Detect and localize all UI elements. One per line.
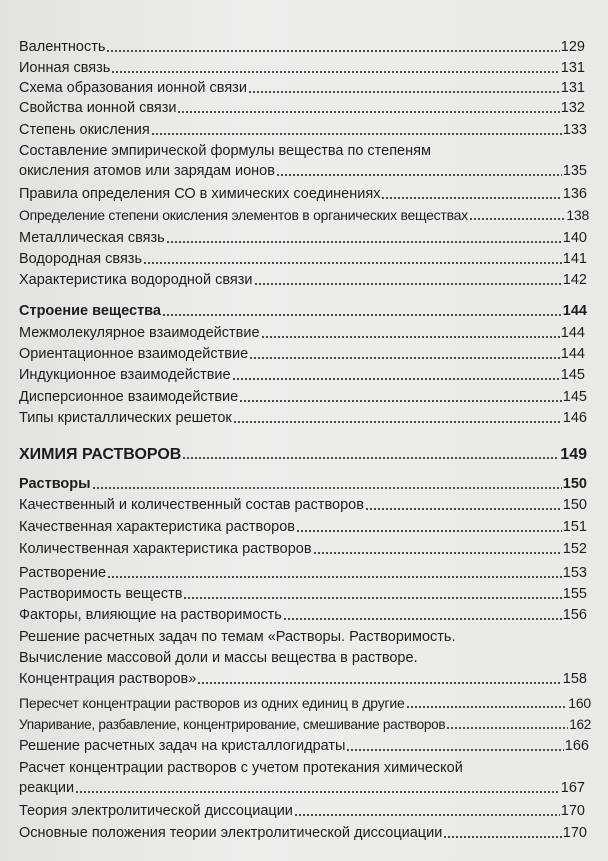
toc-entry-metallic-bond[interactable]: Металлическая связь 140 — [19, 230, 587, 246]
page-number: 170 — [562, 825, 587, 841]
toc-entry-crystal-lattices[interactable]: Типы кристаллических решеток 146 — [19, 410, 587, 426]
toc-entry-solution-problems[interactable]: Концентрация растворов» 158 — [19, 671, 587, 687]
page-number: 142 — [562, 272, 587, 288]
toc-entry-crystal-hydrates[interactable]: Решение расчетных задач на кристаллогидраты 166 — [19, 738, 589, 754]
toc-section-substance-structure[interactable]: Строение вещества 144 — [19, 303, 587, 319]
toc-entry-dispersion[interactable]: Дисперсионное взаимодействие 145 — [19, 389, 587, 405]
page-number: 140 — [562, 230, 587, 246]
toc-entry-qualitative-characteristic[interactable]: Качественная характеристика растворов 151 — [19, 519, 587, 535]
page-number: 131 — [560, 60, 585, 76]
toc-entry-hydrogen-bond[interactable]: Водородная связь 141 — [19, 251, 587, 267]
page-number: 136 — [562, 186, 587, 202]
page-number: 170 — [560, 803, 585, 819]
toc-chapter-solution-chemistry[interactable]: ХИМИЯ РАСТВОРОВ 149 — [19, 446, 587, 463]
page-number: 129 — [560, 39, 585, 55]
page-number: 156 — [562, 607, 587, 623]
page-number: 145 — [560, 367, 585, 383]
toc-entry-empirical-formula-line1[interactable]: Составление эмпирической формулы вещества по степеням — [19, 143, 431, 159]
toc-entry-induction[interactable]: Индукционное взаимодействие 145 — [19, 367, 585, 383]
page-number: 131 — [560, 80, 585, 96]
toc-entry-hydrogen-bond-characteristics[interactable]: Характеристика водородной связи 142 — [19, 272, 587, 288]
page-number: 144 — [560, 346, 585, 362]
page-number: 167 — [560, 780, 585, 796]
page-number: 160 — [568, 695, 591, 711]
toc-entry-quantitative-characteristic[interactable]: Количественная характеристика растворов 152 — [19, 541, 587, 557]
toc-entry-solution-problems-line1[interactable]: Решение расчетных задач по темам «Растворы. Растворимость. — [19, 629, 456, 645]
page-number: 141 — [562, 251, 587, 267]
toc-entry-dissociation-theory-basics[interactable]: Основные положения теории электролитической диссоциации 170 — [19, 825, 587, 841]
toc-entry-orientation[interactable]: Ориентационное взаимодействие 144 — [19, 346, 585, 362]
toc-entry-intermolecular[interactable]: Межмолекулярное взаимодействие 144 — [19, 325, 585, 341]
page-number: 153 — [562, 565, 587, 581]
page-number: 138 — [566, 207, 589, 223]
page-number: 162 — [569, 717, 591, 732]
page-number: 166 — [564, 738, 589, 754]
toc-entry-solubility-factors[interactable]: Факторы, влияющие на растворимость 156 — [19, 607, 587, 623]
toc-section-solutions[interactable]: Растворы 150 — [19, 476, 587, 492]
page-number: 146 — [562, 410, 587, 426]
toc-entry-oxidation-rules[interactable]: Правила определения СО в химических соединениях 136 — [19, 186, 587, 202]
toc-entry-concentration-conversion[interactable]: Пересчет концентрации растворов из одних единиц в другие 160 — [19, 695, 591, 711]
page-number: 144 — [562, 303, 587, 319]
toc-entry-ionic-bond-properties[interactable]: Свойства ионной связи 132 — [19, 100, 585, 116]
page-number: 132 — [560, 100, 585, 116]
page-number: 150 — [562, 476, 587, 492]
page-number: 144 — [560, 325, 585, 341]
page-number: 133 — [562, 122, 587, 138]
toc-entry-solution-composition[interactable]: Качественный и количественный состав растворов 150 — [19, 497, 587, 513]
page-number: 152 — [562, 541, 587, 557]
toc-entry-electrolytic-dissociation[interactable]: Теория электролитической диссоциации 170 — [19, 803, 585, 819]
toc-entry-ionic-bond-scheme[interactable]: Схема образования ионной связи 131 — [19, 80, 585, 96]
page-number: 158 — [562, 671, 587, 687]
toc-entry-dissolution[interactable]: Растворение 153 — [19, 565, 587, 581]
page-number: 149 — [560, 446, 587, 463]
toc-entry-reaction-concentration[interactable]: реакции 167 — [19, 780, 585, 796]
page-number: 155 — [562, 586, 587, 602]
page-number: 150 — [562, 497, 587, 513]
toc-entry-oxidation-state[interactable]: Степень окисления 133 — [19, 122, 587, 138]
toc-entry-evaporation-dilution[interactable]: Упаривание, разбавление, концентрирование, смешивание растворов 162 — [19, 717, 591, 732]
toc-entry-oxidation-organic[interactable]: Определение степени окисления элементов в органических веществах 138 — [19, 207, 589, 223]
toc-entry-reaction-concentration-line1[interactable]: Расчет концентрации растворов с учетом протекания химической — [19, 760, 463, 776]
page-number: 151 — [562, 519, 587, 535]
page-number: 135 — [562, 163, 587, 179]
page-number: 145 — [562, 389, 587, 405]
toc-entry-solubility[interactable]: Растворимость веществ 155 — [19, 586, 587, 602]
toc-entry-empirical-formula[interactable]: окисления атомов или зарядам ионов 135 — [19, 163, 587, 179]
toc-entry-solution-problems-line2[interactable]: Вычисление массовой доли и массы вещества в растворе. — [19, 650, 418, 666]
toc-entry-ionic-bond[interactable]: Ионная связь 131 — [19, 60, 585, 76]
toc-entry-valence[interactable]: Валентность 129 — [19, 39, 585, 55]
